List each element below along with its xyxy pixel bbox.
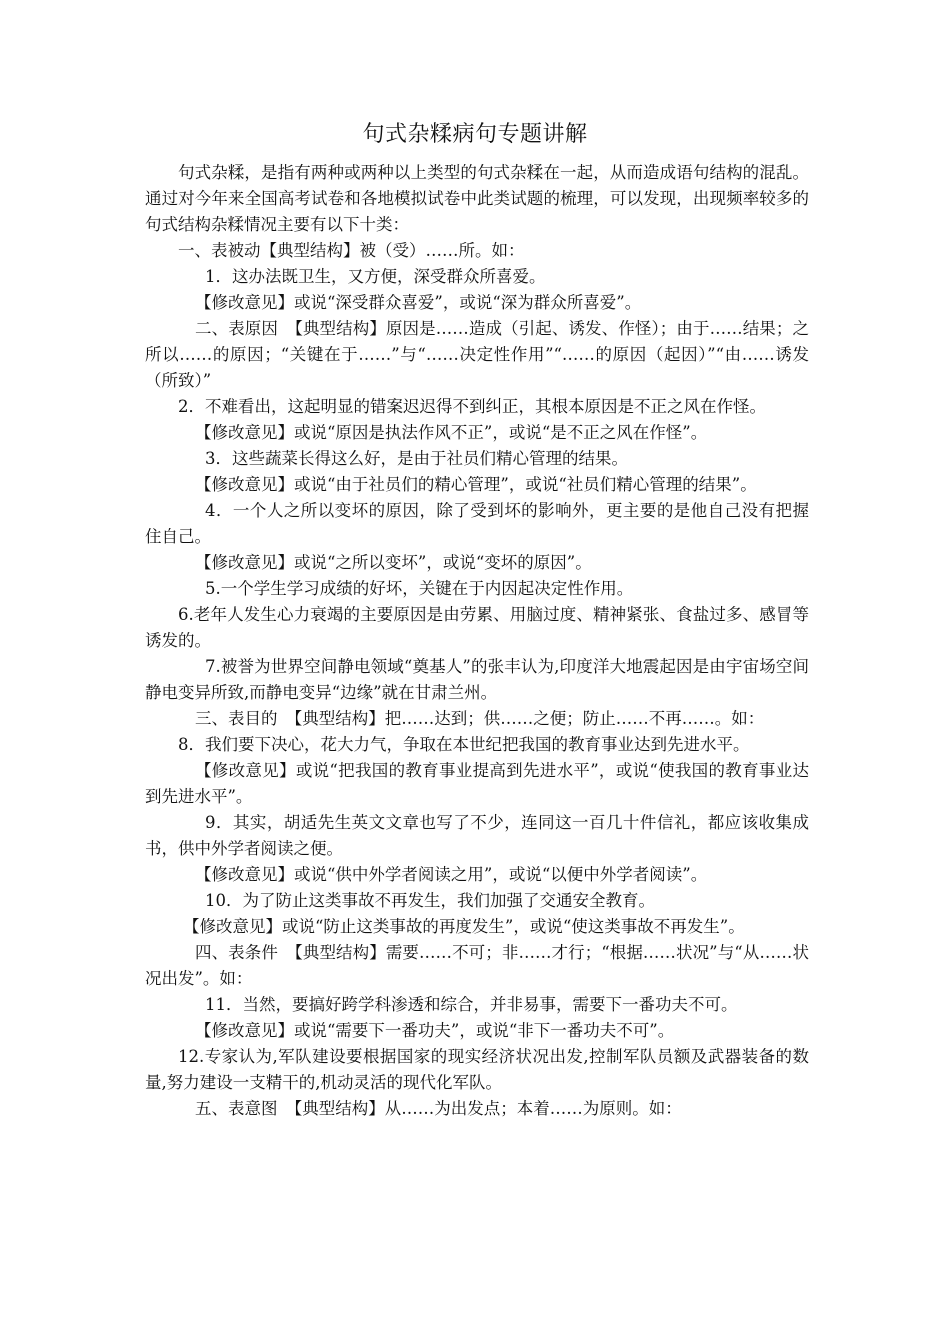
revision-note: 【修改意见】或说“原因是执法作风不正”，或说“是不正之风在作怪”。	[195, 423, 708, 442]
example-sentence: 9．其实，胡适先生英文文章也写了不少，连同这一百几十件信礼，都应该收集成书，供中外学者阅读之便。	[145, 813, 809, 858]
section-heading-passive: 一、表被动【典型结构】被（受）……所。如：	[178, 241, 525, 260]
example-sentence: 5.一个学生学习成绩的好坏，关键在于内因起决定性作用。	[205, 579, 634, 598]
section-heading-condition: 四、表条件 【典型结构】需要……不可；非……才行；“根据……状况”与“从……状况出发”。如：	[145, 943, 809, 988]
document-body	[145, 160, 809, 1122]
section-heading-intention: 五、表意图 【典型结构】从……为出发点；本着……为原则。如：	[195, 1099, 682, 1118]
section-heading-purpose: 三、表目的 【典型结构】把……达到；供……之便；防止……不再……。如：	[195, 709, 765, 728]
example-sentence: 2．不难看出，这起明显的错案迟迟得不到纠正，其根本原因是不正之风在作怪。	[178, 397, 766, 416]
example-sentence: 4．一个人之所以变坏的原因，除了受到坏的影响外，更主要的是他自己没有把握住自己。	[145, 501, 809, 546]
page-title: 句式杂糅病句专题讲解	[362, 122, 588, 147]
revision-note: 【修改意见】或说“深受群众喜爱”，或说“深为群众所喜爱”。	[195, 293, 642, 312]
example-sentence: 3．这些蔬菜长得这么好，是由于社员们精心管理的结果。	[205, 449, 628, 468]
revision-note: 【修改意见】或说“需要下一番功夫”，或说“非下一番功夫不可”。	[195, 1021, 675, 1040]
example-sentence: 7.被誉为世界空间静电领域“奠基人”的张丰认为,印度洋大地震起因是由宇宙场空间静电变异所致,而静电变异“边缘”就在甘肃兰州。	[145, 657, 809, 702]
example-sentence: 6.老年人发生心力衰竭的主要原因是由劳累、用脑过度、精神紧张、食盐过多、感冒等诱发的。	[145, 605, 809, 650]
revision-note: 【修改意见】或说“之所以变坏”，或说“变坏的原因”。	[195, 553, 592, 572]
revision-note: 【修改意见】或说“防止这类事故的再度发生”，或说“使这类事故不再发生”。	[183, 917, 745, 936]
example-sentence: 11．当然，要搞好跨学科渗透和综合，并非易事，需要下一番功夫不可。	[205, 995, 738, 1014]
revision-note: 【修改意见】或说“把我国的教育事业提高到先进水平”，或说“使我国的教育事业达到先进水平”。	[145, 761, 809, 806]
revision-note: 【修改意见】或说“供中外学者阅读之用”，或说“以便中外学者阅读”。	[195, 865, 708, 884]
example-sentence: 10．为了防止这类事故不再发生，我们加强了交通安全教育。	[205, 891, 655, 910]
section-heading-cause: 二、表原因 【典型结构】原因是……造成（引起、诱发、作怪）；由于……结果；之所以……的原因；“关键在于……”与“……决定性作用”“……的原因（起因）”“由……诱发（所致）”	[145, 319, 809, 390]
intro-paragraph: 句式杂糅，是指有两种或两种以上类型的句式杂糅在一起，从而造成语句结构的混乱。通过对今年来全国高考试卷和各地模拟试卷中此类试题的梳理，可以发现，出现频率较多的句式结构杂糅情况主要有以下十类：	[145, 163, 809, 234]
revision-note: 【修改意见】或说“由于社员们的精心管理”，或说“社员们精心管理的结果”。	[195, 475, 757, 494]
example-sentence: 1．这办法既卫生，又方便，深受群众所喜爱。	[205, 267, 546, 286]
example-sentence: 12.专家认为,军队建设要根据国家的现实经济状况出发,控制军队员额及武器装备的数量,努力建设一支精干的,机动灵活的现代化军队。	[145, 1047, 809, 1092]
example-sentence: 8．我们要下决心，花大力气，争取在本世纪把我国的教育事业达到先进水平。	[178, 735, 750, 754]
